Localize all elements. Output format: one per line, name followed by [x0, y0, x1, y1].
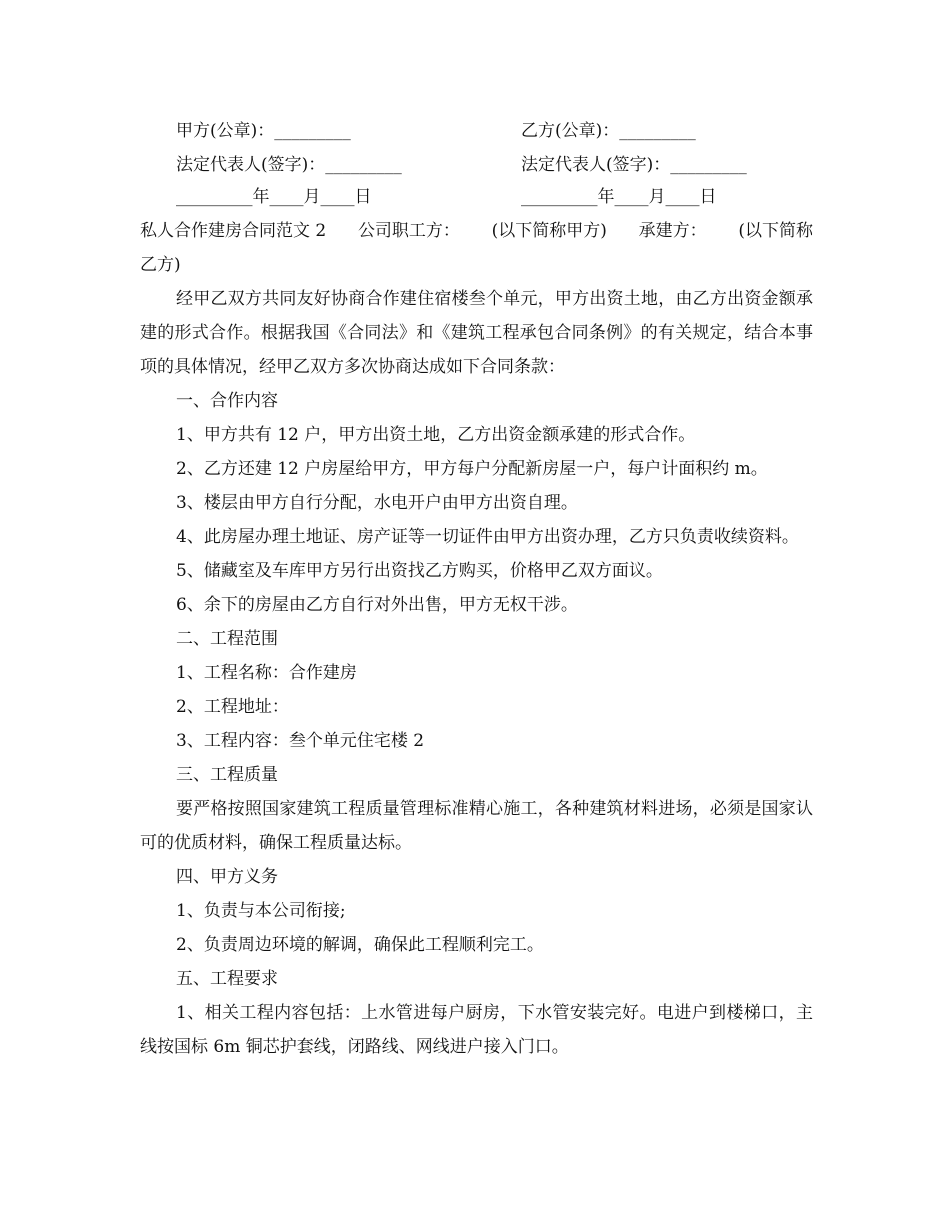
clause-2-3: 3、工程内容：叁个单元住宅楼 2 [176, 731, 425, 751]
section-heading-cooperation: 一、合作内容 [176, 391, 278, 411]
clause-4-1: 1、负责与本公司衔接; [176, 901, 346, 921]
intro-paragraph: 经甲乙双方共同友好协商合作建住宿楼叁个单元，甲方出资土地，由乙方出资金额承建的形式合作。根据我国《合同法》和《建筑工程承包合同条例》的有关规定，结合本事项的具体情况，经甲乙双方多次协商达成如下合同条款： [140, 289, 813, 377]
party-a-label: 公司职工方： [357, 221, 460, 241]
party-b-abbrev-end: 乙方) [140, 255, 181, 275]
clause-1-2: 2、乙方还建 12 户房屋给甲方，甲方每户分配新房屋一户，每户计面积约 m。 [176, 459, 768, 479]
party-b-representative-field: 法定代表人(签字)：_________ [521, 155, 747, 175]
clause-1-4: 4、此房屋办理土地证、房产证等一切证件由甲方出资办理，乙方只负责收续资料。 [176, 527, 799, 547]
section-heading-party-a-duties: 四、甲方义务 [176, 867, 278, 887]
party-b-date-field: _________年____月____日 [521, 187, 717, 207]
clause-5-1: 1、相关工程内容包括：上水管进每户厨房，下水管安装完好。电进户到楼梯口，主线按国标 6m 铜芯护套线，闭路线、网线进户接入门口。 [140, 1003, 813, 1057]
section-heading-scope: 二、工程范围 [176, 629, 278, 649]
signature-row-seal [176, 115, 816, 147]
section-heading-requirements: 五、工程要求 [176, 969, 278, 989]
clause-1-3: 3、楼层由甲方自行分配，水电开户由甲方出资自理。 [176, 493, 578, 513]
clause-1-1: 1、甲方共有 12 户，甲方出资土地，乙方出资金额承建的形式合作。 [176, 425, 696, 445]
party-a-representative-field: 法定代表人(签字)：_________ [176, 155, 402, 175]
contract-body [140, 214, 813, 1064]
clause-1-6: 6、余下的房屋由乙方自行对外出售，甲方无权干涉。 [176, 595, 578, 615]
signature-row-date [176, 181, 816, 213]
party-a-abbrev: (以下简称甲方) [491, 221, 607, 241]
signature-row-representative [176, 149, 816, 181]
party-b-abbrev-start: (以下简称 [738, 221, 813, 241]
clause-1-5: 5、储藏室及车库甲方另行出资找乙方购买，价格甲乙双方面议。 [176, 561, 663, 581]
clause-2-1: 1、工程名称：合作建房 [176, 663, 357, 683]
party-b-seal-field: 乙方(公章)：_________ [521, 121, 696, 141]
clause-2-2: 2、工程地址： [176, 697, 289, 717]
quality-paragraph: 要严格按照国家建筑工程质量管理标准精心施工，各种建筑材料进场，必须是国家认可的优质材料，确保工程质量达标。 [140, 799, 813, 853]
party-a-date-field: _________年____月____日 [176, 187, 372, 207]
clause-4-2: 2、负责周边环境的解调，确保此工程顺利完工。 [176, 935, 544, 955]
contract-title-line [140, 214, 813, 248]
contract-title: 私人合作建房合同范文 2 [140, 221, 327, 241]
party-b-label: 承建方： [638, 221, 707, 241]
section-heading-quality: 三、工程质量 [176, 765, 278, 785]
party-a-seal-field: 甲方(公章)：_________ [176, 121, 351, 141]
